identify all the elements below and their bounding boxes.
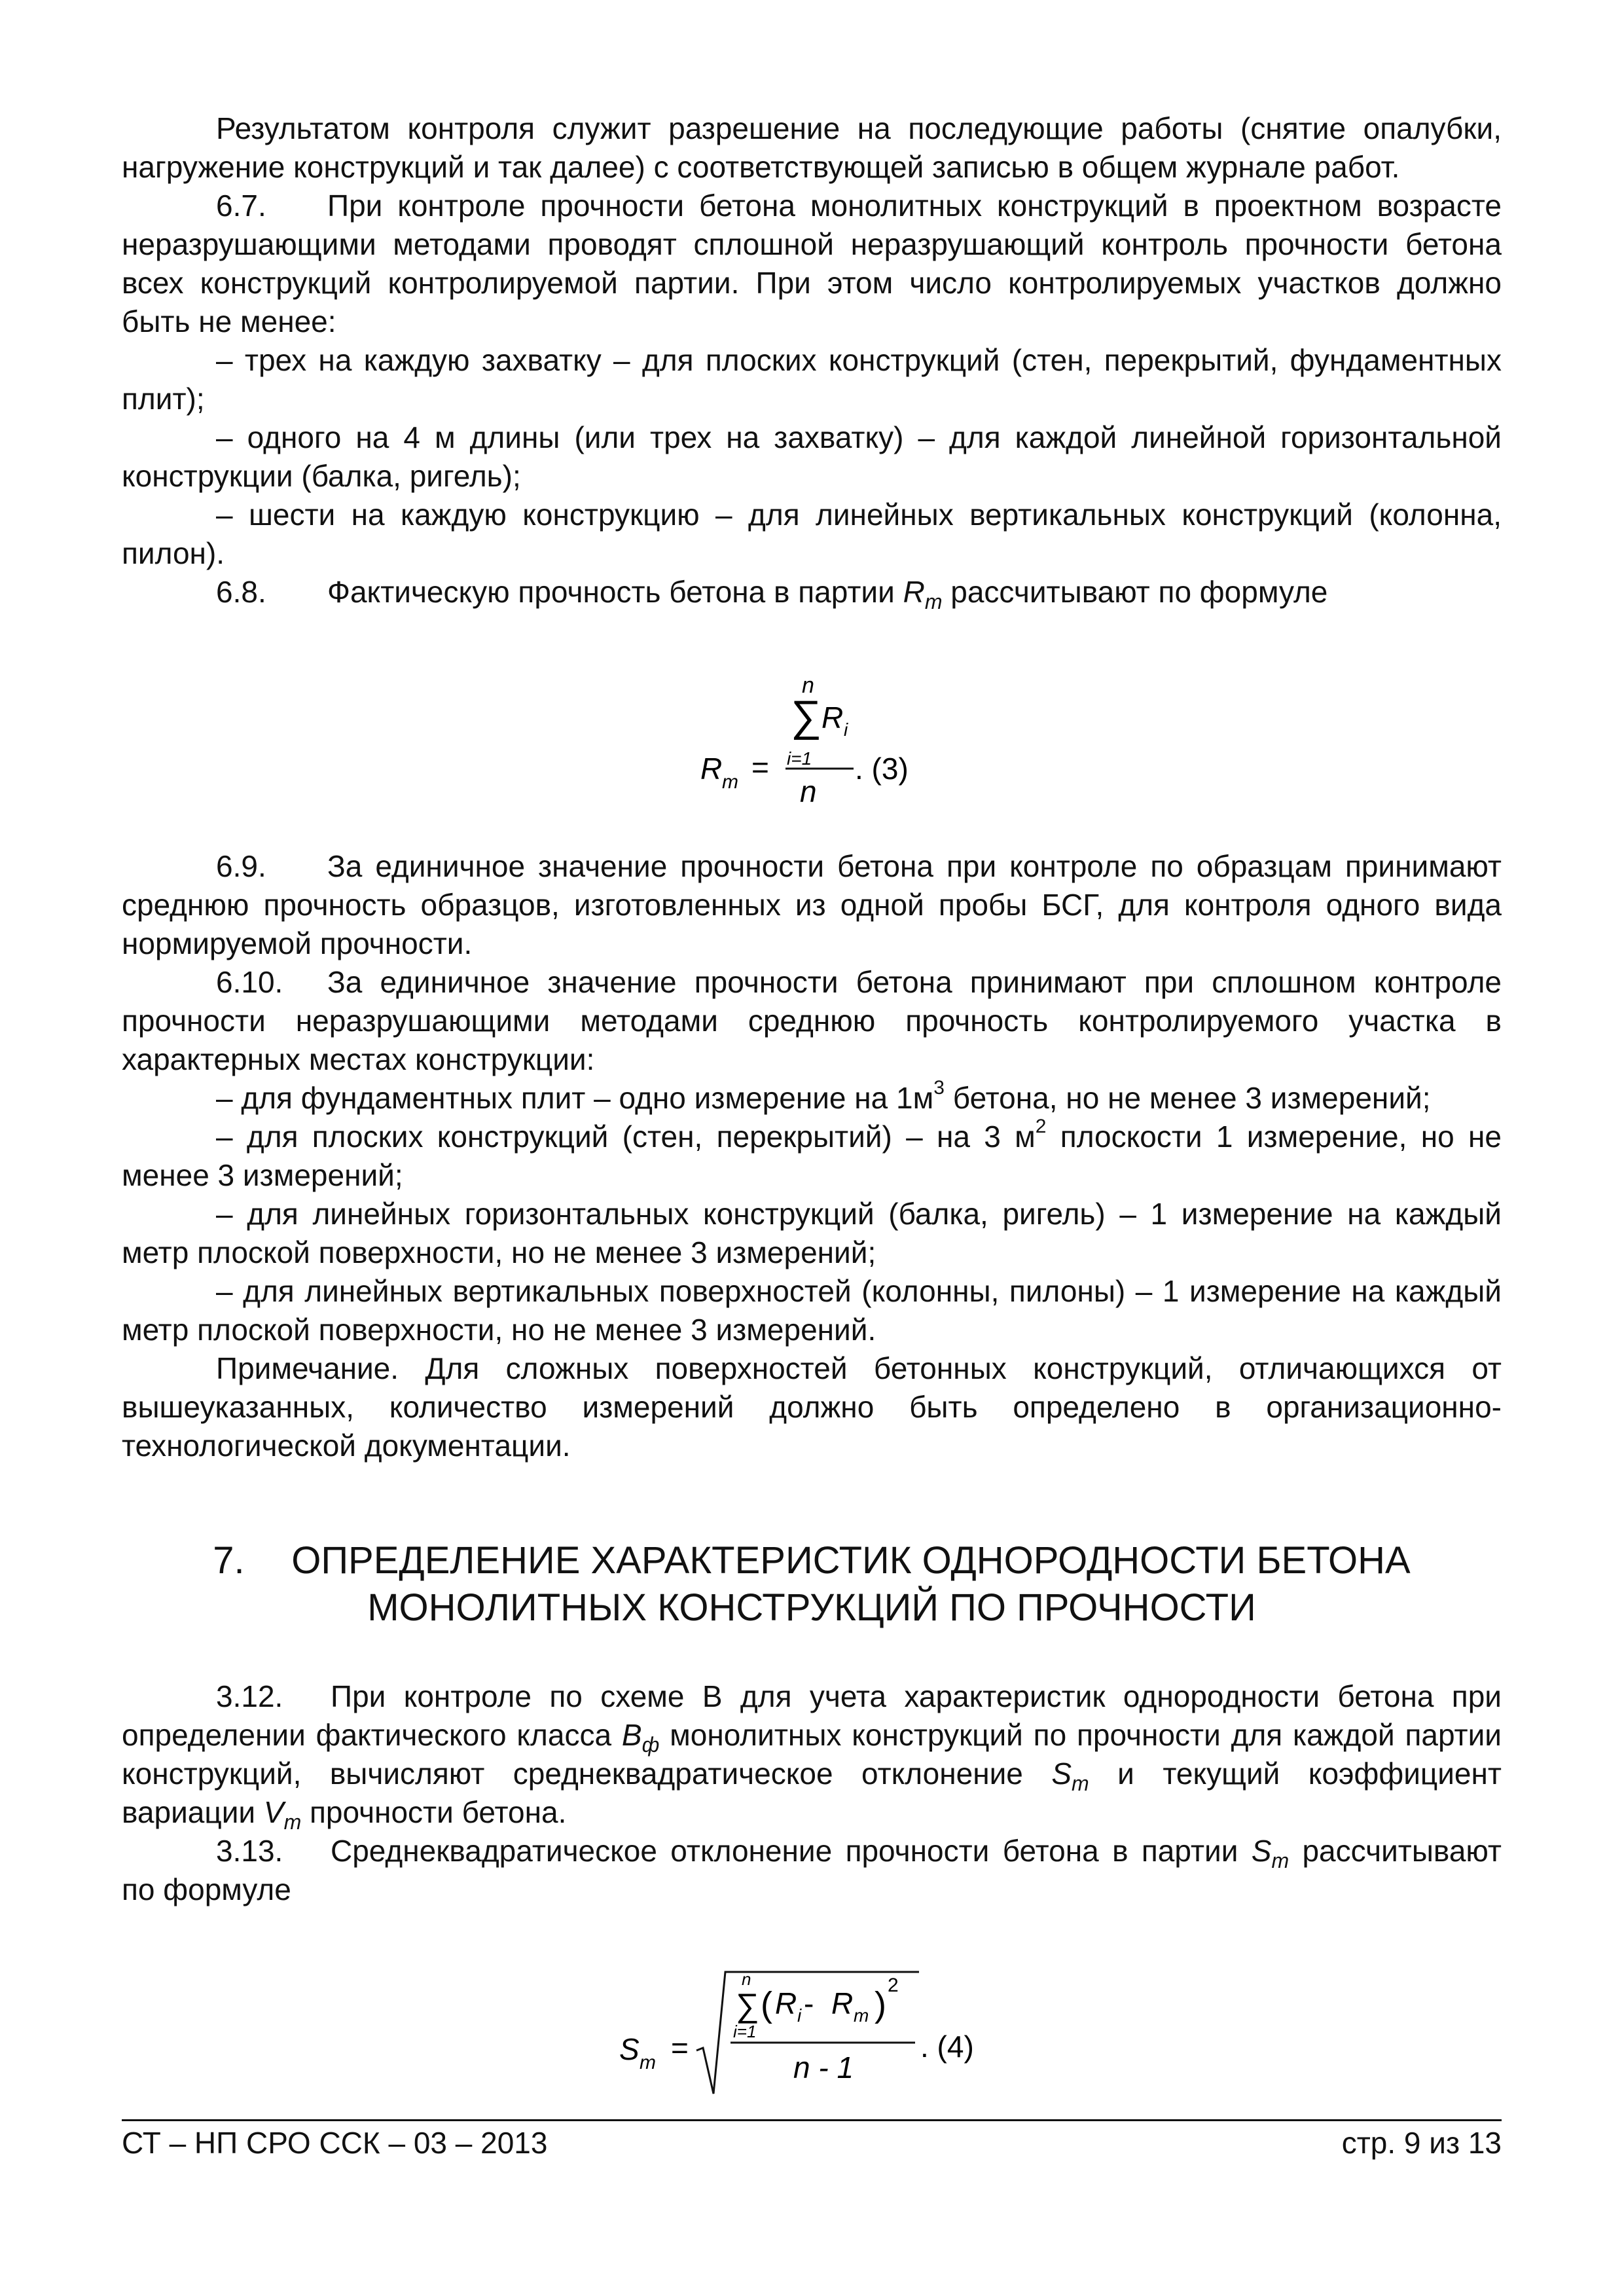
paragraph-3-12: 3.12. При контроле по схеме В для учета характеристик однородности бетона при определении фактического класса $В_ф$ монолитных конструкций по прочности для каждой партии конструкций, вычисляют среднеквадратическое отклонение $S_m$ и текущий коэффициент вариации $V_m$ прочности бетона. [122, 1677, 1502, 1832]
paragraph-6-7: 6.7. При контроле прочности бетона монолитных конструкций в проектном возрасте неразрушающими методами проводят сплошной неразрушающий контроль прочности бетона всех конструкций контролируемой партии. При этом число контролируемых участков должно быть не менее: [122, 187, 1502, 341]
document-code: СТ – НП СРО ССК – 03 – 2013 [122, 2126, 548, 2160]
paragraph-3-13: 3.13. Среднеквадратическое отклонение прочности бетона в партии $S_m$ рассчитывают по формуле [122, 1832, 1502, 1909]
clause-number: 6.8. [216, 575, 266, 609]
sum-upper-limit: n [742, 1969, 751, 1989]
formula-number: . (4) [920, 2030, 974, 2064]
list-item: – для линейных вертикальных поверхностей (колонны, пилоны) – 1 измерение на каждый метр плоской поверхности, но не менее 3 измерений. [122, 1274, 1502, 1347]
section-title-line-1: ОПРЕДЕЛЕНИЕ ХАРАКТЕРИСТИК ОДНОРОДНОСТИ БЕТОНА [291, 1539, 1411, 1582]
clause-number: 6.10. [216, 965, 283, 999]
list-item: – трех на каждую захватку – для плоских конструкций (стен, перекрытий, фундаментных плит); [122, 343, 1502, 416]
section-title-line-2: МОНОЛИТНЫХ КОНСТРУКЦИЙ ПО ПРОЧНОСТИ [367, 1586, 1256, 1629]
body-text [122, 109, 1502, 1909]
sum-sign: ∑ [791, 691, 822, 740]
paragraph-6-10: 6.10. За единичное значение прочности бетона принимают при сплошном контроле прочности неразрушающими методами среднюю прочность контролируемого участка в характерных местах конструкции: [122, 963, 1502, 1079]
page-number: стр. 9 из 13 [1341, 2126, 1502, 2160]
term-r-m-index: m [854, 2005, 869, 2026]
term-r-m: R [831, 1986, 854, 2020]
clause-number: 6.9. [216, 849, 266, 883]
clause-number: 3.13. [216, 1834, 283, 1868]
formula-3 [681, 668, 956, 825]
footer-divider [122, 2119, 1502, 2121]
denominator: n [800, 774, 817, 809]
list-item: – шести на каждую конструкцию – для линейных вертикальных конструкций (колонна, пилон). [122, 498, 1502, 570]
section-heading [122, 1537, 1502, 1631]
clause-number: 3.12. [216, 1679, 283, 1713]
equals-sign: = [751, 750, 769, 784]
list-item: – одного на 4 м длины (или трех на захватку) – для каждой линейной горизонтальной конструкции (балка, ригель); [122, 420, 1502, 493]
list-item: – для фундаментных плит – одно измерение на $1м^3$ бетона, но не менее 3 измерений; [216, 1077, 1431, 1115]
lhs-subscript: m [640, 2052, 656, 2073]
formula-number: . (3) [855, 752, 909, 786]
close-paren: ) [875, 1985, 886, 2024]
sum-term: R [821, 701, 844, 735]
sum-upper-limit: n [802, 673, 814, 698]
note: Примечание. Для сложных поверхностей бетонных конструкций, отличающихся от вышеуказанных, количество измерений должно быть определено в организационно-технологической документации. [122, 1351, 1502, 1463]
formula-4 [615, 1951, 1021, 2108]
paragraph-6-9: 6.9. За единичное значение прочности бетона при контроле по образцам принимают среднюю прочность образцов, изготовленных из одной пробы БСГ, для контроля одного вида нормируемой прочности. [122, 847, 1502, 963]
term-r-i: R [775, 1986, 797, 2020]
sum-term-index: i [844, 720, 848, 740]
paragraph-control-result: Результатом контроля служит разрешение на последующие работы (снятие опалубки, нагружение конструкций и так далее) с соответствующей записью в общем журнале работ. [122, 111, 1502, 184]
section-number: 7. [213, 1539, 245, 1582]
term-r-i-index: i [797, 2005, 802, 2026]
sum-sign: ∑ [736, 1987, 759, 2024]
page-footer [122, 2124, 1502, 2162]
list-item: – для линейных горизонтальных конструкций (балка, ригель) – 1 измерение на каждый метр плоской поверхности, но не менее 3 измерений; [122, 1197, 1502, 1269]
list-item: – для плоских конструкций (стен, перекрытий) – на 3 $м^2$ плоскости 1 измерение, но не менее 3 измерений; [122, 1116, 1502, 1192]
lhs-variable: R [700, 752, 723, 786]
lhs-subscript: m [722, 771, 738, 793]
sum-lower-limit: i=1 [733, 2022, 757, 2041]
exponent: 2 [888, 1975, 899, 1996]
equals-sign: = [671, 2031, 689, 2065]
open-paren: ( [761, 1985, 772, 2024]
paragraph-6-8: 6.8. Фактическую прочность бетона в партии $R_m$ рассчитывают по формуле [122, 573, 1502, 611]
minus-sign: - [804, 1986, 814, 2020]
sum-lower-limit: i=1 [787, 748, 812, 769]
lhs-variable: S [619, 2032, 640, 2066]
clause-number: 6.7. [216, 189, 266, 223]
denominator: n - 1 [793, 2050, 854, 2085]
